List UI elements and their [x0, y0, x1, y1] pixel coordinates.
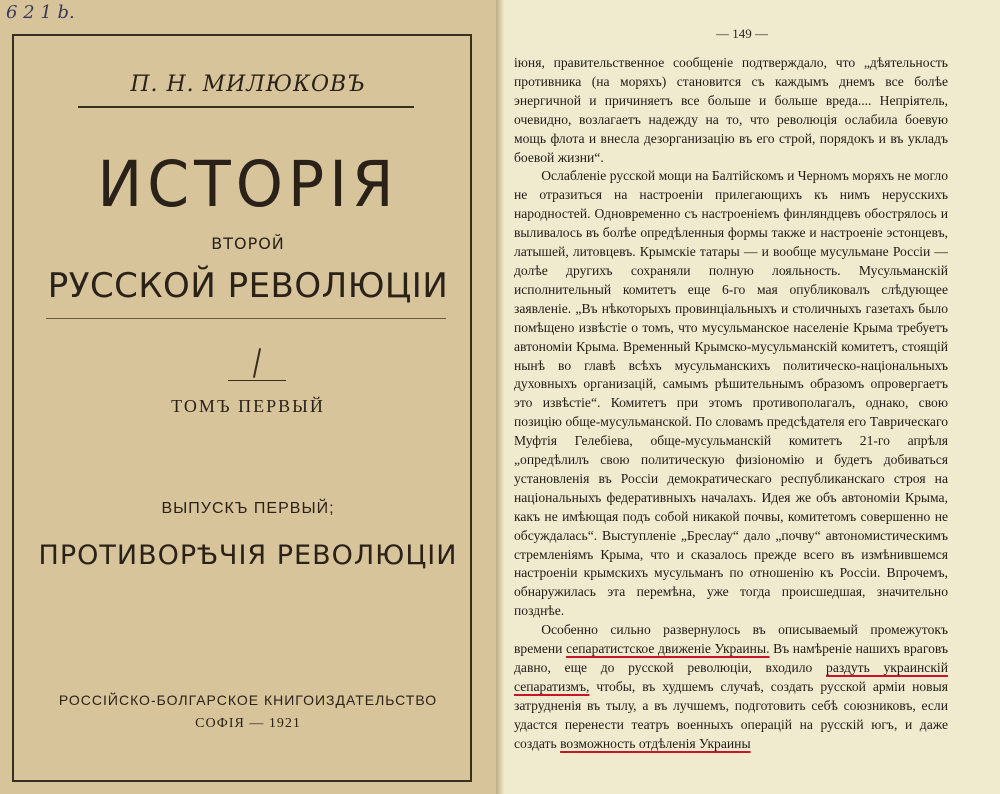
book-title: ИСТОРІЯ — [97, 148, 399, 222]
paragraph: Ослабленіе русской мощи на Балтійскомъ и Черномъ моряхъ не могло не отразиться на настроеніи прилегающихъ къ нимъ нерусскихъ народностей. Одновременно съ настроеніемъ финляндцевъ обострялось и выливалось въ болѣе опредѣленныя формы также и настроеніе эстонцевъ, латышей, литовцевъ. Крымскіе татары — и вообще мусульмане Россіи — долѣе другихъ сохраняли полную лояльность. Мусульманскій исполнительный комитетъ еще 6-го мая опубликовалъ слѣдующее заявленіе. „Въ нѣкоторыхъ провинціальныхъ и столичныхъ газетахъ было помѣщено извѣстіе о томъ, что мусульманское населеніе Крыма требуетъ автономіи Крыма. Временный Крымско-мусульманскій комитетъ, стоящій нынѣ во главѣ всѣхъ мусульманскихъ политическо-національныхъ духовныхъ организацій, самымъ рѣшительнымъ образомъ опровергаетъ это извѣстіе“. Комитетъ при этомъ противополагалъ, однако, свою позицію обще-мусульманской. По словамъ предсѣдателя его Таврическаго Муфтія Гелебіева, обще-мусульманскій комитетъ 21-го апрѣля „опредѣлилъ свою политическую физіономію и будетъ добиваться установленія въ Россіи демократическаго республиканскаго строя на національныхъ федеративныхъ началахъ. Идея же объ автономіи Крыма, какъ не имѣющая подъ собой никакой почвы, комитетомъ совершенно не обсуждалась“. Выступленіе „Бреслау“ дало „почву“ автономистическимъ стремленіямъ Крыма, что и сказалось прежде всего въ измѣнившемся настроеніи крымскихъ мусульманъ по отношенію къ Россіи. Впрочемъ, обнаружилась эта перемѣна, уже тогда происшедшая, значительно позднѣе. — [514, 168, 949, 619]
text-run: чтобы, въ худшемъ случаѣ, создать русской арміи новыя затрудненія въ тылу, а въ лучшемъ, подготовить себѣ союзниковъ, если удастся перенести театръ военныхъ операцій на русскій югъ, и даже создать — [514, 678, 948, 751]
issue-title: ПРОТИВОРѢЧІЯ РЕВОЛЮЦІИ — [38, 540, 458, 571]
page-body — [514, 54, 948, 754]
book-spine — [496, 0, 504, 794]
paragraph: іюня, правительственное сообщеніе подтверждало, что „дѣятельность противника (на моряхъ) становится съ каждымъ днемъ все болѣе энергичной и причиняетъ все больше и больше вреда.... Непріятель, очевидно, возлагаетъ надежду на то, что революція ослабила боевую мощь флота и внесла дезорганизацію въ его строй, порядокъ и въ укладъ боевой жизни“. — [514, 55, 948, 165]
author-name: П. Н. МИЛЮКОВЪ — [130, 72, 366, 97]
place-year: СОФІЯ — 1921 — [195, 716, 301, 731]
publisher: РОССІЙСКО-БОЛГАРСКОЕ КНИГОИЗДАТЕЛЬСТВО — [58, 692, 438, 708]
handwritten-note: 6 2 1 b. — [6, 2, 75, 23]
book-subtitle: РУССКОЙ РЕВОЛЮЦІИ — [47, 266, 449, 306]
cover-page — [0, 0, 496, 794]
text-page — [504, 0, 1000, 794]
paragraph-highlighted — [514, 621, 948, 753]
book-title-small: ВТОРОЙ — [211, 234, 285, 253]
divider — [228, 380, 286, 381]
divider — [78, 106, 414, 108]
text-run: Особенно сильно развернулось въ описываемый промежутокъ времени — [514, 622, 948, 657]
issue-label: ВЫПУСКЪ ПЕРВЫЙ; — [161, 500, 335, 517]
red-underlined-phrase: сепаратистское движеніе Украины. — [566, 641, 770, 657]
page-number: — 149 — — [716, 26, 768, 41]
volume-label: ТОМЪ ПЕРВЫЙ — [171, 396, 325, 416]
red-underlined-phrase: возможность отдѣленія Украины — [560, 735, 751, 751]
red-underlined-phrase: раздуть украинскій сепаратизмъ, — [514, 660, 948, 694]
divider — [46, 318, 446, 319]
text-run: Въ намѣреніе нашихъ враговъ давно, еще до русской революціи, входило — [514, 641, 948, 675]
